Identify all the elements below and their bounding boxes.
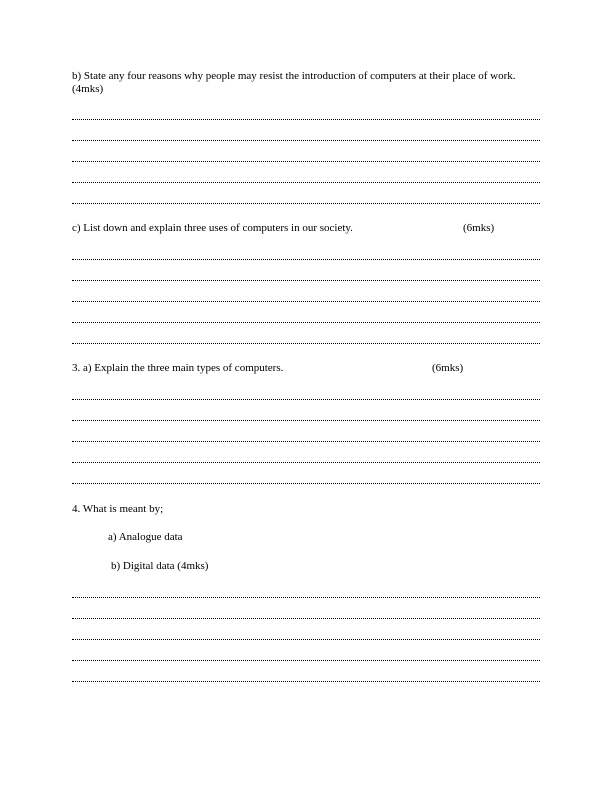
answer-line	[72, 597, 540, 598]
answer-line	[72, 441, 540, 442]
question-3a-prompt: 3. a) Explain the three main types of computers.	[72, 362, 284, 374]
answer-line	[72, 140, 540, 141]
answer-line	[72, 483, 540, 484]
question-2c-marks: (6mks)	[463, 222, 495, 234]
answer-line	[72, 399, 540, 400]
question-4-prompt: 4. What is meant by;	[72, 503, 164, 515]
answer-line	[72, 462, 540, 463]
answer-line	[72, 681, 540, 682]
answer-line	[72, 161, 540, 162]
question-3a-marks: (6mks)	[432, 362, 464, 374]
answer-line	[72, 301, 540, 302]
answer-line	[72, 182, 540, 183]
answer-line	[72, 420, 540, 421]
answer-line	[72, 203, 540, 204]
answer-line	[72, 639, 540, 640]
answer-line	[72, 660, 540, 661]
question-4-part-a: a) Analogue data	[108, 531, 183, 543]
question-4-part-b: b) Digital data (4mks)	[111, 560, 209, 572]
answer-line	[72, 618, 540, 619]
question-2c-prompt: c) List down and explain three uses of computers in our society.	[72, 222, 353, 234]
answer-line	[72, 322, 540, 323]
answer-line	[72, 259, 540, 260]
answer-line	[72, 280, 540, 281]
question-2b-prompt: b) State any four reasons why people may resist the introduction of computers at their place of work. (4mks)	[72, 70, 516, 95]
answer-line	[72, 119, 540, 120]
answer-line	[72, 343, 540, 344]
